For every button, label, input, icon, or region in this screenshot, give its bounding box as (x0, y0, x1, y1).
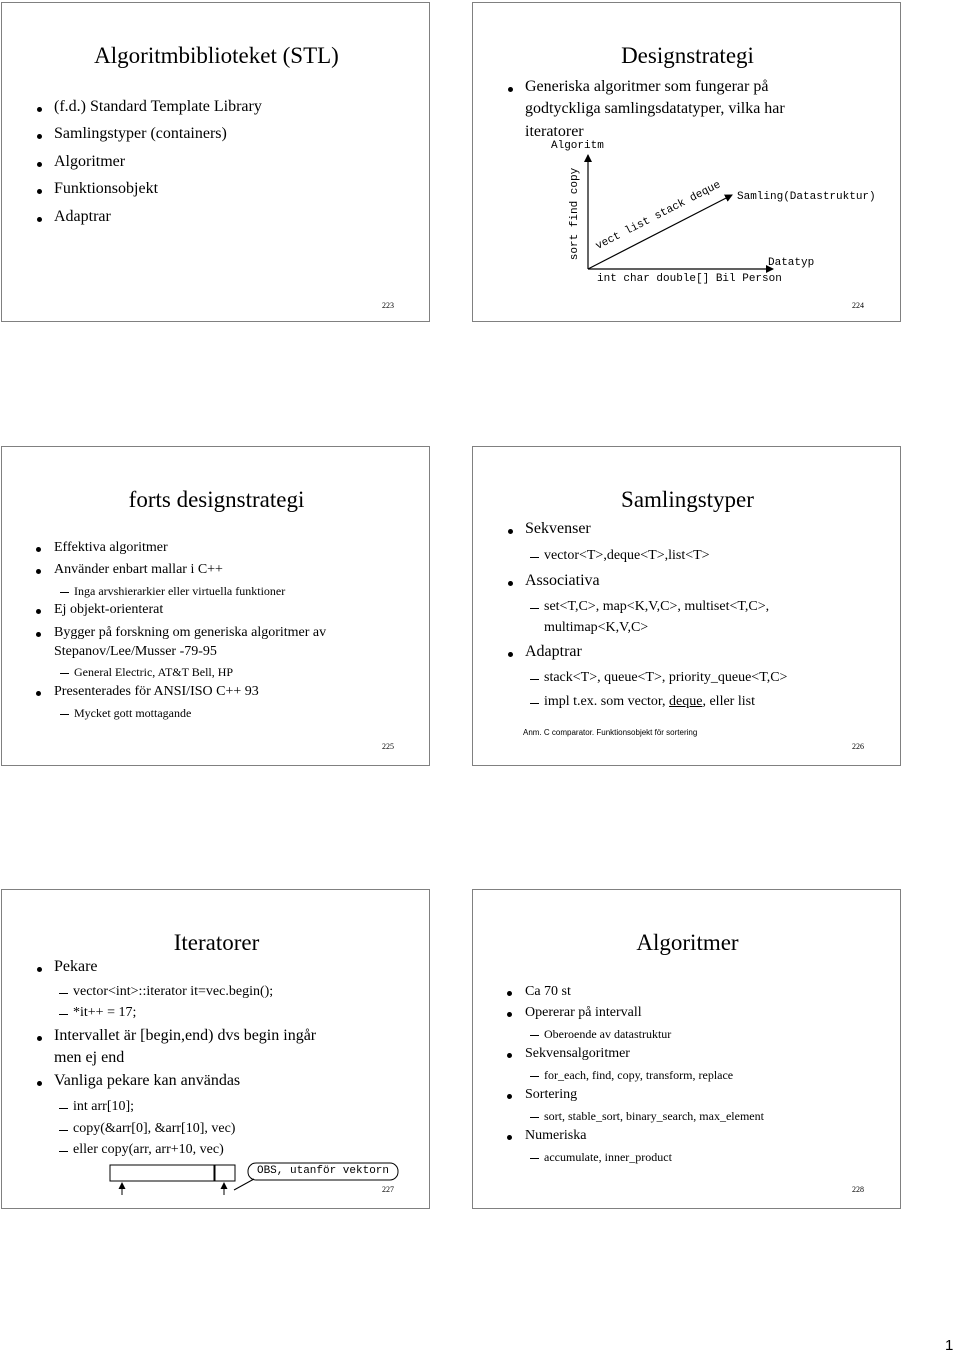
diagonal-axis (588, 195, 732, 269)
bullet-text: Pekare (54, 958, 98, 975)
bullet-text: Numeriska (525, 1128, 587, 1143)
bullet-text: Sekvensalgoritmer (525, 1046, 630, 1061)
sub-bullet-text: vector<int>::iterator it=vec.begin(); (73, 984, 274, 999)
bullet-text: Ca 70 st (525, 984, 571, 999)
sub-dash (530, 679, 539, 680)
sub-dash (530, 608, 539, 609)
sub-bullet-text: accumulate, inner_product (544, 1150, 672, 1164)
callout-text: OBS, utanför vektorn (256, 1165, 390, 1177)
slide-number: 228 (852, 1185, 864, 1194)
sub-bullet-text: for_each, find, copy, transform, replace (544, 1068, 734, 1082)
bullet-dot (507, 1053, 512, 1058)
slide-number: 225 (382, 742, 394, 751)
sub-bullet-text: Oberoende av datastruktur (544, 1027, 672, 1041)
bullet-text: Sekvenser (525, 520, 591, 537)
slide-226 (472, 446, 901, 766)
bullet-text: godtyckliga samlingsdatatyper, vilka har (525, 100, 785, 117)
axis-label-samling: Samling(Datastruktur) (737, 191, 876, 203)
slide-224 (472, 2, 901, 322)
bullet-text: Vanliga pekare kan användas (54, 1072, 241, 1089)
bullet-dot (507, 1012, 512, 1017)
bullet-dot (507, 991, 512, 996)
sub-bullet-text: sort, stable_sort, binary_search, max_element (544, 1109, 764, 1123)
axis-items-samling: vect list stack deque (594, 179, 723, 253)
bullet-dot (507, 1135, 512, 1140)
bullet-text: Sortering (525, 1087, 578, 1102)
sub-dash (530, 557, 539, 558)
bullet-text: Använder enbart mallar i C++ (54, 562, 223, 577)
sub-bullet-text: impl t.ex. som vector, deque, eller list (544, 694, 755, 709)
sub-bullet-text: int arr[10]; (73, 1099, 135, 1114)
callout-pointer (234, 1179, 254, 1190)
sub-dash (530, 1158, 539, 1159)
bullet-dot (37, 217, 42, 222)
bullet-text: Adaptrar (525, 643, 582, 660)
sub-bullet-text: Mycket gott mottagande (74, 706, 192, 720)
axis-items-algoritm: sort find copy (569, 167, 581, 261)
axis-label-algoritm: Algoritm (551, 140, 604, 152)
bullet-dot (37, 189, 42, 194)
bullet-text: men ej end (54, 1049, 125, 1066)
bullet-dot (37, 107, 42, 112)
sub-dash (60, 673, 69, 674)
slide-number: 224 (852, 301, 864, 310)
bullet-text: Generiska algoritmer som fungerar på (525, 78, 769, 95)
slide-title: Iteratorer (173, 930, 260, 955)
array-illustration (2, 890, 429, 1208)
slide-number: 223 (382, 301, 394, 310)
slide-note: Anm. C comparator. Funktionsobjekt för sortering (523, 728, 698, 737)
bullet-text: Effektiva algoritmer (54, 540, 168, 555)
slide-number: 227 (382, 1185, 394, 1194)
array-box (110, 1165, 214, 1181)
bullet-dot (36, 569, 41, 574)
page-number: 1 (945, 1337, 954, 1354)
slide-number: 226 (852, 742, 864, 751)
bullet-text: Algoritmer (54, 153, 126, 170)
sub-bullet-text: General Electric, AT&T Bell, HP (74, 665, 234, 679)
sub-bullet-text: eller copy(arr, arr+10, vec) (73, 1142, 224, 1157)
bullet-dot (508, 652, 513, 657)
bullet-text: Ej objekt-orienterat (54, 602, 164, 617)
sub-dash (60, 592, 69, 593)
slide-title: Designstrategi (621, 43, 754, 68)
slide-title: Algoritmbiblioteket (STL) (94, 43, 339, 68)
sub-bullet-text: vector<T>,deque<T>,list<T> (544, 548, 710, 563)
slide-title: Algoritmer (636, 930, 739, 955)
bullet-text: Intervallet är [begin,end) dvs begin ingår (54, 1027, 317, 1044)
bullet-dot (507, 1094, 512, 1099)
bullet-dot (36, 632, 41, 637)
past-end-box (215, 1165, 235, 1181)
sub-bullet-text: *it++ = 17; (73, 1005, 137, 1020)
bullet-dot (36, 547, 41, 552)
sub-dash (530, 703, 539, 704)
sub-bullet-text: Inga arvshierarkier eller virtuella funktioner (74, 584, 286, 598)
bullet-text: Bygger på forskning om generiska algoritmer av (54, 625, 327, 640)
bullet-text: Samlingstyper (containers) (54, 125, 227, 142)
slide-title: forts designstrategi (128, 487, 305, 512)
slide-228 (472, 889, 901, 1209)
bullet-dot (36, 609, 41, 614)
sub-dash (530, 1035, 539, 1036)
bullet-text: Opererar på intervall (525, 1005, 642, 1020)
bullet-text: (f.d.) Standard Template Library (54, 98, 262, 115)
bullet-dot (508, 529, 513, 534)
sub-bullet-text: set<T,C>, map<K,V,C>, multiset<T,C>, (544, 599, 770, 614)
axis-items-datatyp: int char double[] Bil Person (597, 273, 782, 285)
bullet-dot (36, 691, 41, 696)
sub-bullet-text: multimap<K,V,C> (544, 620, 649, 635)
bullet-dot (508, 581, 513, 586)
slide-223 (1, 2, 430, 322)
bullet-text: Funktionsobjekt (54, 180, 159, 197)
bullet-text: iteratorer (525, 123, 584, 140)
bullet-text: Associativa (525, 572, 600, 589)
slide-225 (1, 446, 430, 766)
bullet-text: Adaptrar (54, 208, 111, 225)
slide-title: Samlingstyper (621, 487, 754, 512)
bullet-dot (37, 134, 42, 139)
slide-227 (1, 889, 430, 1209)
sub-dash (530, 1117, 539, 1118)
sub-dash (60, 714, 69, 715)
underlined-word: deque (669, 694, 703, 709)
axis-label-datatyp: Datatyp (768, 257, 815, 269)
bullet-text: Stepanov/Lee/Musser -79-95 (54, 644, 217, 659)
sub-dash (530, 1076, 539, 1077)
bullet-text: Presenterades för ANSI/ISO C++ 93 (54, 684, 259, 699)
sub-bullet-text: stack<T>, queue<T>, priority_queue<T,C> (544, 670, 788, 685)
sub-bullet-text: copy(&arr[0], &arr[10], vec) (73, 1121, 236, 1136)
bullet-dot (37, 162, 42, 167)
